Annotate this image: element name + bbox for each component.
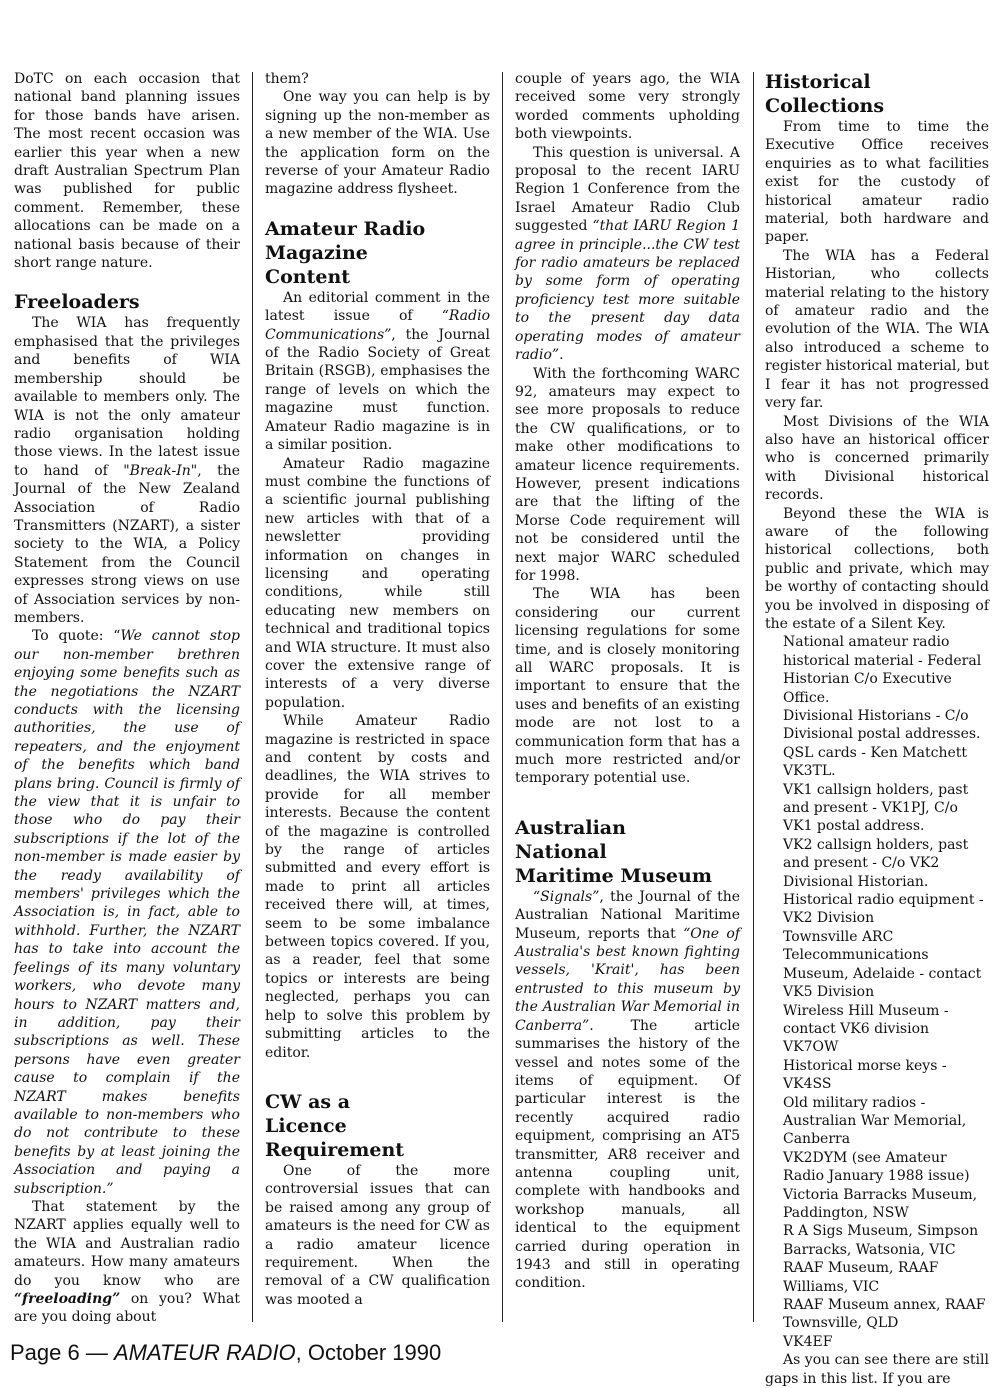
paragraph-warc: With the forthcoming WARC 92, amateurs may expect to see more proposals to reduce the CW qualifications, or to make other modifications to amateur licence requirements. However, present indications are that the lifting of the Morse Code requirement will not be considered until the next major WARC scheduled for 1998. — [515, 365, 740, 584]
paragraph-them: them? — [265, 71, 309, 87]
column-rule — [753, 72, 754, 1322]
page-number: Page 6 — — [10, 1340, 114, 1365]
paragraph-combine: Amateur Radio magazine must combine the functions of a scientific journal publishing new articles with that of a newsletter providing information on changes in licensing and operating conditions, while still educating new members on technical and traditional topics and WIA structure. It must also cover the extensive range of interests of a very diverse population. — [265, 455, 490, 711]
freeloading-word: “freeloading” — [14, 1291, 121, 1307]
heading-historical-collections: Historical Collections — [765, 71, 885, 117]
list-item: Old military radios - Australian War Memorial, Canberra — [783, 1094, 967, 1148]
column-rule — [502, 72, 503, 1322]
heading-australian-national-maritime-museum: Australian National Maritime Museum — [515, 816, 712, 887]
list-item: Telecommunications Museum, Adelaide - contact VK5 Division — [783, 947, 982, 1001]
break-in-title: "Break-In" — [123, 462, 198, 479]
paragraph-signals: “Signals”, the Journal of the Australian National Maritime Museum, reports that “One of Australia's best known fighting vessels, 'Krait', has been entrusted to this museum by the Australian War Memorial in Canberra”. The article summarises the history of the vessel and notes some of the items of equipment. Of particular interest is the recently acquired radio equipment, comprising an AT5 transmitter, AR8 receiver and antenna coupling unit, complete with handbooks and workshop manuals, all identical to the equipment carried during operation in 1943 and still in operating condition. — [515, 888, 741, 1292]
column-2 — [265, 70, 490, 1322]
iaru-quote: “that IARU Region 1 agree in principle...the CW test for radio amateurs be replaced by some form of operating proficiency test more suitable to the present day data operating modes of amateur radio” — [515, 218, 740, 364]
column-4 — [765, 70, 989, 1387]
column-3 — [515, 70, 740, 1322]
list-item: QSL cards - Ken Matchett VK3TL. — [783, 744, 968, 780]
paragraph-statement: That statement by the NZART applies equally well to the WIA and Australian radio amateurs. How many amateurs do you know who are “freeloading” on you? What are you doing about — [14, 1198, 240, 1326]
list-item: VK4EF — [783, 1333, 833, 1350]
paragraph-freeloaders: The WIA has frequently emphasised that the privileges and benefits of WIA membership should be available to members only. The WIA is not the only amateur radio organisation holding those views. In the latest issue to hand of "Break-In", the Journal of the New Zealand Association of Radio Transmitters (NZART), a sister society to the WIA, a Policy Statement from the Council expresses strong views on use of Association services by non-members. — [14, 315, 241, 626]
issue-date: , October 1990 — [295, 1340, 442, 1365]
paragraph-federal: The WIA has a Federal Historian, who collects material relating to the history of amateur radio and the evolution of the WIA. The WIA also introduced a scheme to register historical material, but I fear it has not progressed very far. — [765, 247, 989, 412]
column-1 — [14, 70, 241, 1326]
heading-cw-licence-requirement: CW as a Licence Requirement — [265, 1090, 405, 1161]
paragraph-cw: One of the more controversial issues that can be raised among any group of amateurs is the need for CW as a radio amateur licence requirement. When the removal of a CW qualification was mooted a — [265, 1162, 490, 1308]
list-item: VK2DYM (see Amateur Radio January 1988 issue) — [783, 1149, 970, 1185]
list-item: Historical morse keys - VK4SS — [783, 1057, 947, 1093]
paragraph-universal: This question is universal. A proposal to the recent IARU Region 1 Conference from the Israel Amateur Radio Club suggested “that IARU Region 1 agree in principle...the CW test for radio amateurs be replaced by some form of operating proficiency test more suitable to the present day data operating modes of amateur radio”. — [515, 144, 740, 364]
list-item: National amateur radio historical material - Federal Historian C/o Executive Office. — [783, 634, 982, 706]
list-item: VK7OW — [783, 1039, 839, 1056]
heading-freeloaders: Freeloaders — [14, 291, 140, 314]
list-item: Victoria Barracks Museum, Paddington, NSW — [783, 1186, 978, 1221]
collections-list — [765, 633, 989, 1351]
paragraph-divisions: Most Divisions of the WIA also have an historical officer who is concerned primarily with Divisional historical records. — [765, 413, 989, 504]
list-item: VK1 callsign holders, past and present - VK1PJ, C/o VK1 postal address. — [783, 781, 969, 835]
paragraph-time: From time to time the Executive Office receives enquiries as to what facilities exist for the custody of historical amateur radio material, both hardware and paper. — [765, 119, 989, 246]
column-rule — [252, 72, 253, 1322]
radcom-title: “Radio Communications” — [265, 308, 490, 343]
page-footer — [10, 1340, 441, 1366]
signals-title: “Signals” — [533, 888, 600, 905]
paragraph-dotc: DoTC on each occasion that national band planning issues for those bands have arisen. The most recent occasion was earlier this year when a new draft Australian Spectrum Plan was published for public comment. Remember, these allocations can be made on a national basis because of their short range nature. — [14, 71, 240, 272]
list-item: Historical radio equipment -VK2 Division — [783, 892, 984, 927]
paragraph-editorial: An editorial comment in the latest issue of “Radio Communications”, the Journal of the Radio Society of Great Britain (RSGB), emphasises the range of levels on which the magazine must function. Amateur Radio magazine is in a similar position. — [265, 289, 490, 454]
nzart-quote: We cannot stop our non-member brethren enjoying some benefits such as the negotiations the NZART conducts with the licensing authorities, the use of repeaters, and the enjoyment of the benefits which band plans bring. Council is firmly of the view that it is unfair to those who do pay their subscriptions if the lot of the non-member is made easier by the ready availability of members' privileges which the Association is, in fact, able to withhold. Further, the NZART has to take into account the feelings of its many voluntary workers, who devote many hours to NZART matters and, in addition, pay their subscriptions as well. These persons have even greater cause to complain if the NZART makes benefits available to non-members who do not contribute to these benefits by at least joining the Association and paying a subscription.” — [14, 628, 240, 1197]
paragraph-while: While Amateur Radio magazine is restricted in space and content by costs and deadlines, the WIA strives to provide for all member interests. Because the content of the magazine is controlled by the range of articles submitted and every effort is made to print all articles received there will, at times, seem to be some imbalance between topics covered. If you, as a reader, feel that some topics or interests are being neglected, perhaps you can help to solve this problem by submitting articles to the editor. — [265, 713, 490, 1061]
paragraph-one-way: One way you can help is by signing up the non-member as a new member of the WIA. Use the application form on the reverse of your Amateur Radio magazine address flysheet. — [265, 89, 490, 198]
magazine-title: AMATEUR RADIO — [113, 1340, 296, 1365]
paragraph-couple: couple of years ago, the WIA received some very strongly worded comments upholding both viewpoints. — [515, 71, 740, 143]
paragraph-beyond: Beyond these the WIA is aware of the following historical collections, both public and private, which may be worthy of contacting should you be involved in disposing of the estate of a Silent Key. — [765, 505, 989, 632]
list-item: R A Sigs Museum, Simpson Barracks, Watsonia, VIC — [783, 1223, 979, 1258]
list-item: Townsville ARC — [783, 928, 894, 945]
paragraph-considering: The WIA has been considering our current licensing regulations for some time, and is closely monitoring all WARC proposals. It is important to ensure that the uses and benefits of an existing mode are not lost to a communication form that has a much more restricted and/or temporary potential use. — [515, 586, 740, 787]
list-item: RAAF Museum, RAAF Williams, VIC — [783, 1260, 939, 1295]
list-item: Wireless Hill Museum - contact VK6 division — [783, 1002, 949, 1037]
list-item: VK2 callsign holders, past and present - C/o VK2 Divisional Historian. — [783, 836, 969, 890]
paragraph-quote: To quote: “We cannot stop our non-member brethren enjoying some benefits such as the negotiations the NZART conducts with the licensing authorities, the use of repeaters, and the enjoyment of the benefits which band plans bring. Council is firmly of the view that it is unfair to those who do pay their subscriptions if the lot of the non-member is made easier by the ready availability of members' privileges which the Association is, in fact, able to withhold. Further, the NZART has to take into account the feelings of its many voluntary workers, who devote many hours to NZART matters and, in addition, pay their subscriptions as well. These persons have even greater cause to complain if the NZART makes benefits available to non-members who do not contribute to these benefits by at least joining the Association and paying a subscription.” — [14, 628, 240, 1197]
list-item: Divisional Historians - C/o Divisional postal addresses. — [783, 708, 981, 743]
heading-amateur-radio-magazine-content: Amateur Radio Magazine Content — [265, 217, 426, 288]
list-item: RAAF Museum annex, RAAF Townsville, QLD — [783, 1297, 986, 1332]
krait-quote: “One of Australia's best known fighting vessels, 'Krait', has been entrusted to this museum by the Australian War Memorial in Canberra” — [515, 925, 741, 1034]
paragraph-gaps: As you can see there are still gaps in this list. If you are — [765, 1352, 989, 1387]
